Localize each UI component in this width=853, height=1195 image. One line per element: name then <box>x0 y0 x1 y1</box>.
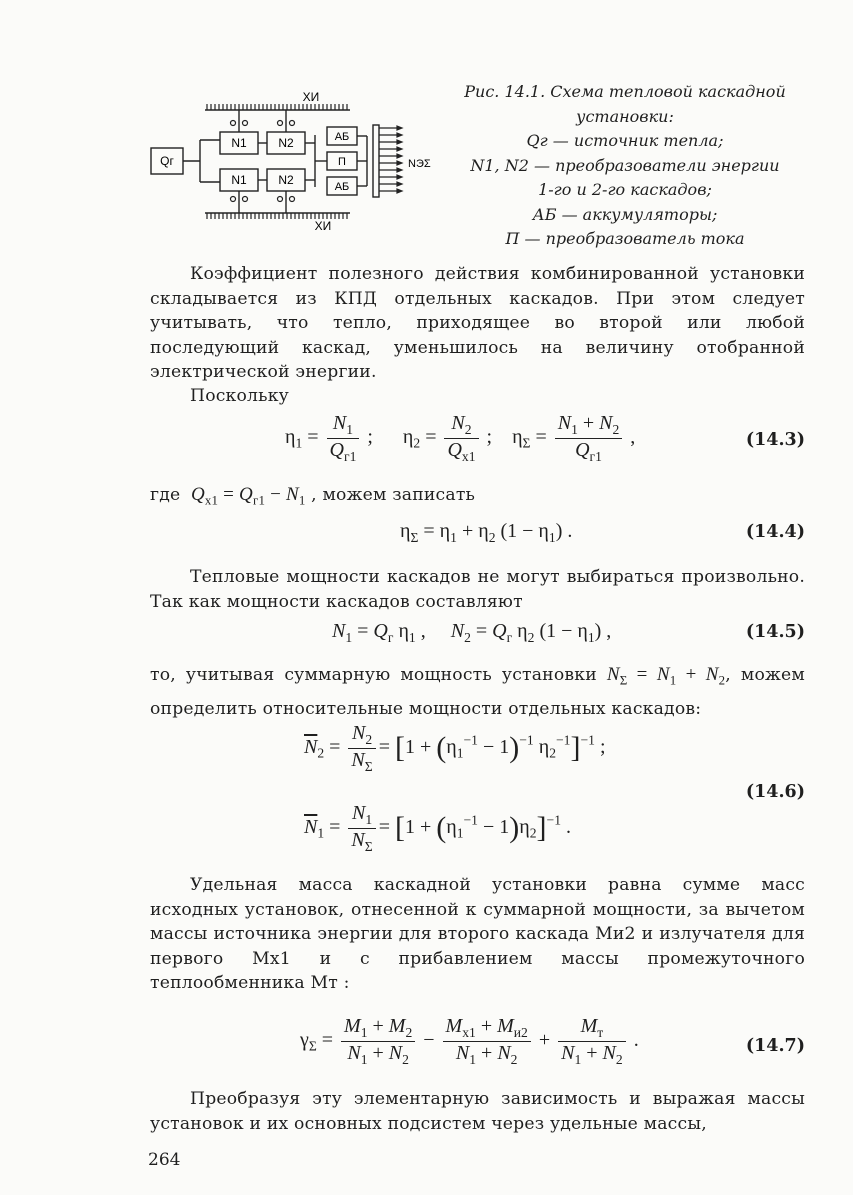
n1-top-label: N1 <box>231 136 247 150</box>
p-label: П <box>338 156 346 168</box>
equation-14-3: $\eta_1$ = $\frac{N_1}{Q_{г1}}$ ; $\eta_2$ = $\frac{N_2}{Q_{х1}}$ ; $\eta_\Sigma$ = $\frac{N_1 + N_2}{Q_{г1}}$ , <box>285 412 636 464</box>
equation-14-6b: $\overline{N}_1$ = $\frac{N_1}{N_\Sigma}$ = $[1 + (\eta_1^{-1} - 1)\eta_2]^{-1}$ . <box>304 802 571 854</box>
paragraph-text: Коэффициент полезного действия комбинированной установки складывается из КПД отдельных каскадов. При этом следует учитывать, что тепло, приходящее во второй или любой последующий каскад, уменьшилось на величину отобранной электрической энергии. <box>150 264 805 382</box>
paragraph-efficiency <box>150 262 805 385</box>
equation-number: (14.4) <box>745 522 805 542</box>
equation-number: (14.5) <box>745 622 805 642</box>
paragraph-text: Преобразуя эту элементарную зависимость и выражая массы установок и их основных подсистем через удельные массы, <box>150 1089 805 1134</box>
page-number: 264 <box>148 1150 181 1170</box>
caption-line: N1, N2 — преобразователи энергии <box>470 155 780 175</box>
paragraph-specific-mass <box>150 873 805 996</box>
equation-14-7: $\gamma_\Sigma$ = $\frac{M_1 + M_2}{N_1 + N_2}$ − $\frac{M_{x1} + M_{и2}}{N_1 + N_2}$ + $\frac{M_т}{N_1 + N_2}$ . <box>300 1015 639 1067</box>
ab-bottom-label: АБ <box>334 181 350 193</box>
equation-number: (14.6) <box>745 782 805 802</box>
n1-bottom-label: N1 <box>231 173 247 187</box>
ab-top-label: АБ <box>334 131 350 143</box>
xi-top-label: ХИ <box>302 90 320 104</box>
arrow-head <box>397 147 402 151</box>
paragraph-text: Тепловые мощности каскадов не могут выбираться произвольно. Так как мощности каскадов составляют <box>150 567 805 612</box>
caption-line: 1-го и 2-го каскадов; <box>538 180 712 199</box>
equation-14-6a: $\overline{N}_2$ = $\frac{N_2}{N_\Sigma}$ = [$1 + (\eta_1^{-1} - 1)^{-1}$ $\eta_2^{-1}]^{-1}$ ; <box>304 722 606 774</box>
arrow-head <box>397 140 402 144</box>
arrow-head <box>397 168 402 172</box>
caption-line: Рис. 14.1. Схема тепловой каскадной <box>464 82 786 101</box>
equation-14-5: $N_1 = Q_г$ $\eta_1$ , $N_2 = Q_г$ $\eta_2$ $(1 - \eta_1)$ , <box>332 620 612 645</box>
arrow-head <box>397 175 402 179</box>
paragraph-where <box>150 483 805 513</box>
q-source-label: Qг <box>160 154 174 168</box>
figure-caption <box>440 80 810 252</box>
text-prefix: то, учитывая суммарную мощность установки <box>150 665 597 685</box>
paragraph-since <box>150 384 805 409</box>
inline-formula-nsum: $N_\Sigma = N_1 + N_2$ <box>606 664 726 688</box>
equation-number: (14.7) <box>745 1036 805 1056</box>
output-power-label: NЭΣ <box>408 158 431 170</box>
arrow-head <box>397 154 402 158</box>
caption-line: П — преобразователь тока <box>505 229 745 248</box>
caption-line: установки: <box>576 106 674 126</box>
arrow-head <box>397 133 402 137</box>
equation-14-4: $\eta_\Sigma = \eta_1 + \eta_2$ $(1 - \eta_1)$ . <box>400 520 573 545</box>
n2-top-label: N2 <box>278 136 294 150</box>
paragraph-text: Поскольку <box>190 386 289 406</box>
xi-bottom-label: ХИ <box>314 219 332 233</box>
caption-line: Qг — источник тепла; <box>526 131 724 150</box>
paragraph-total-power <box>150 661 805 723</box>
figure-schematic <box>145 85 445 240</box>
arrow-head <box>397 126 402 130</box>
text-suffix: , можем определить относительные мощности отдельных каскадов: <box>150 665 805 719</box>
cascade-diagram <box>145 85 445 240</box>
text-can-write: , можем записать <box>311 485 476 505</box>
caption-line: АБ — аккумуляторы; <box>532 204 718 224</box>
arrow-head <box>397 161 402 165</box>
paragraph-text: Удельная масса каскадной установки равна сумме масс исходных установок, отнесенной к суммарной мощности, за вычетом массы источника энергии для второго каскада Mи2 и излучателя для первого Mх1 и с прибавлением массы промежуточного теплообменника Mт : <box>150 875 805 993</box>
equation-number: (14.3) <box>745 430 805 450</box>
n2-bottom-label: N2 <box>278 173 294 187</box>
paragraph-thermal-power <box>150 565 805 614</box>
text-where: где <box>150 485 181 505</box>
inline-formula-qx1: $Q_{x1} = Q_{г1} - N_1$ <box>190 484 306 508</box>
arrow-head <box>397 189 402 193</box>
arrow-head <box>397 182 402 186</box>
paragraph-transforming <box>150 1087 805 1136</box>
